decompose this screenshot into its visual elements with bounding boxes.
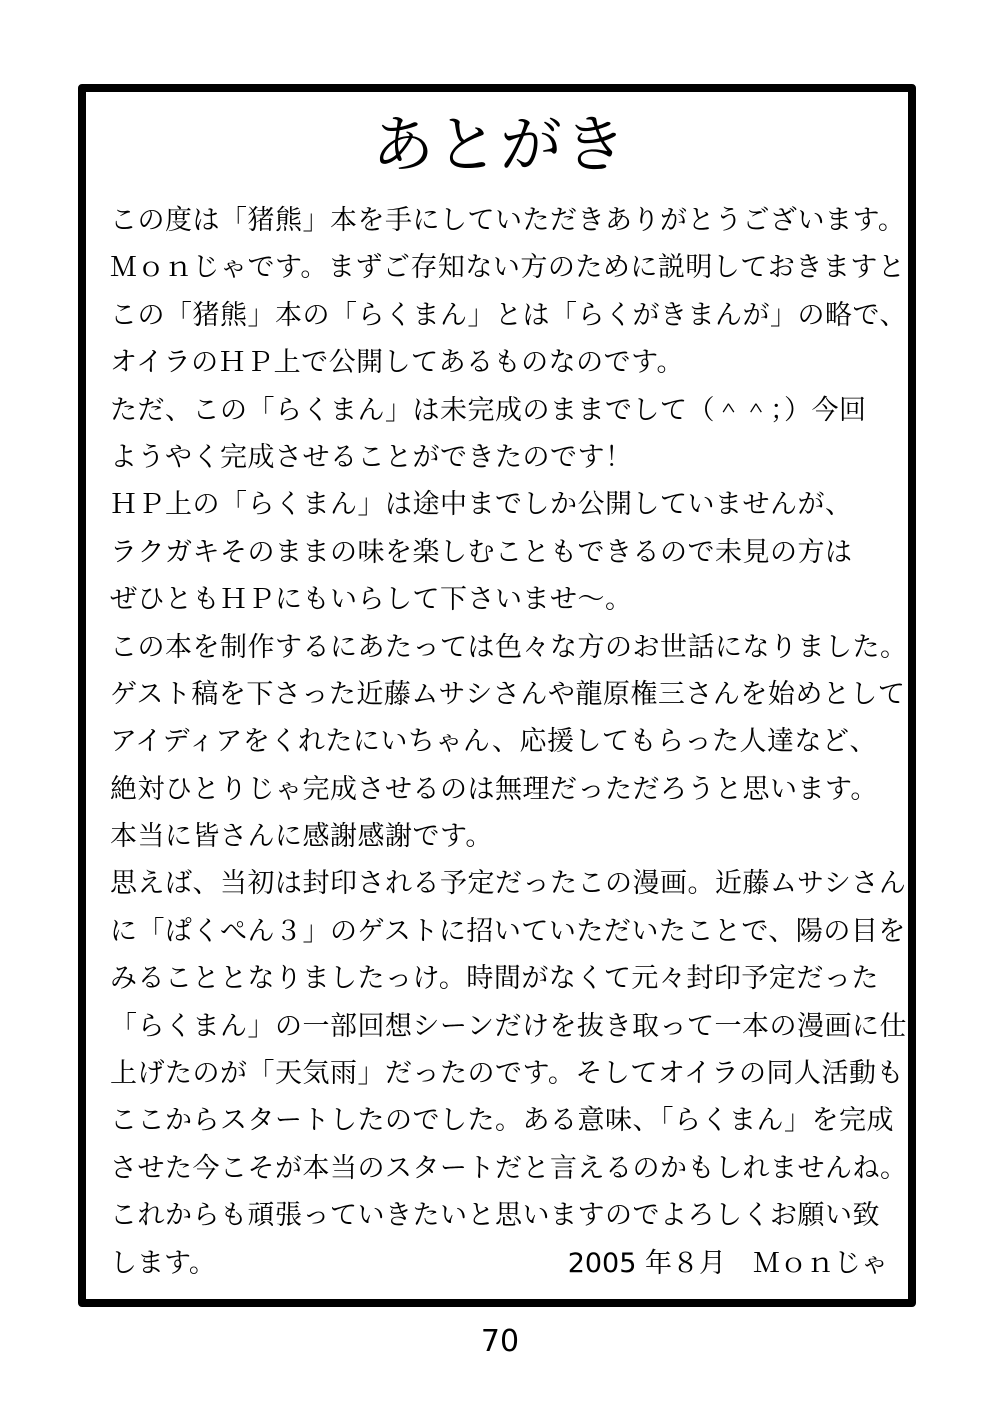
- text-line: 思えば、当初は封印される予定だったこの漫画。近藤ムサシさん: [110, 868, 907, 900]
- text-line: 「らくまん」の一部回想シーンだけを抜き取って一本の漫画に仕: [110, 1010, 907, 1042]
- page-title: あとがき: [371, 108, 628, 181]
- text-line: ぜひともＨＰにもいらして下さいませ～。: [110, 584, 633, 616]
- text-line: この本を制作するにあたっては色々な方のお世話になりました。: [110, 631, 908, 663]
- text-line: アイディアをくれたにいちゃん、応援してもらった人達など、: [110, 726, 878, 758]
- text-line: ＨＰ上の「らくまん」は途中までしか公開していませんが、: [110, 489, 853, 521]
- closing-text: します。: [110, 1248, 216, 1279]
- text-line: 絶対ひとりじゃ完成させるのは無理だっただろうと思います。: [110, 773, 878, 805]
- closing-row: [110, 1240, 888, 1287]
- signature: 2005 年８月 Ｍｏｎじゃ: [567, 1248, 888, 1279]
- text-line: させた今こそが本当のスタートだと言えるのかもしれませんね。: [110, 1152, 908, 1184]
- text-line: に「ぱくぺん３」のゲストに招いていただいたことで、陽の目を: [110, 915, 906, 947]
- text-line: ゲスト稿を下さった近藤ムサシさんや龍原権三さんを始めとして: [110, 678, 906, 710]
- text-line: この度は「猪熊」本を手にしていただきありがとうございます。: [110, 205, 906, 236]
- text-line: Ｍｏｎじゃです。まずご存知ない方のために説明しておきますと: [110, 252, 906, 284]
- text-line: ここからスタートしたのでした。ある意味、「らくまん」を完成: [110, 1105, 894, 1137]
- text-line: この「猪熊」本の「らくまん」とは「らくがきまんが」の略で、: [110, 299, 907, 331]
- text-line: ただ、この「らくまん」は未完成のままでして（＾＾；）今回: [110, 394, 867, 426]
- text-line: オイラのＨＰ上で公開してあるものなのです。: [110, 347, 684, 379]
- text-line: ようやく完成させることができたのです！: [110, 441, 633, 473]
- text-line: みることとなりましたっけ。時間がなくて元々封印予定だった: [110, 963, 879, 995]
- page-number: 70: [480, 1324, 520, 1359]
- text-line: ラクガキそのままの味を楽しむこともできるので未見の方は: [110, 536, 853, 568]
- afterword-body: [110, 197, 908, 1240]
- text-line: 本当に皆さんに感謝感謝です。: [110, 821, 493, 853]
- text-line: 上げたのが「天気雨」だったのです。そしてオイラの同人活動も: [110, 1058, 904, 1090]
- text-line: これからも頑張っていきたいと思いますのでよろしくお願い致: [110, 1200, 880, 1232]
